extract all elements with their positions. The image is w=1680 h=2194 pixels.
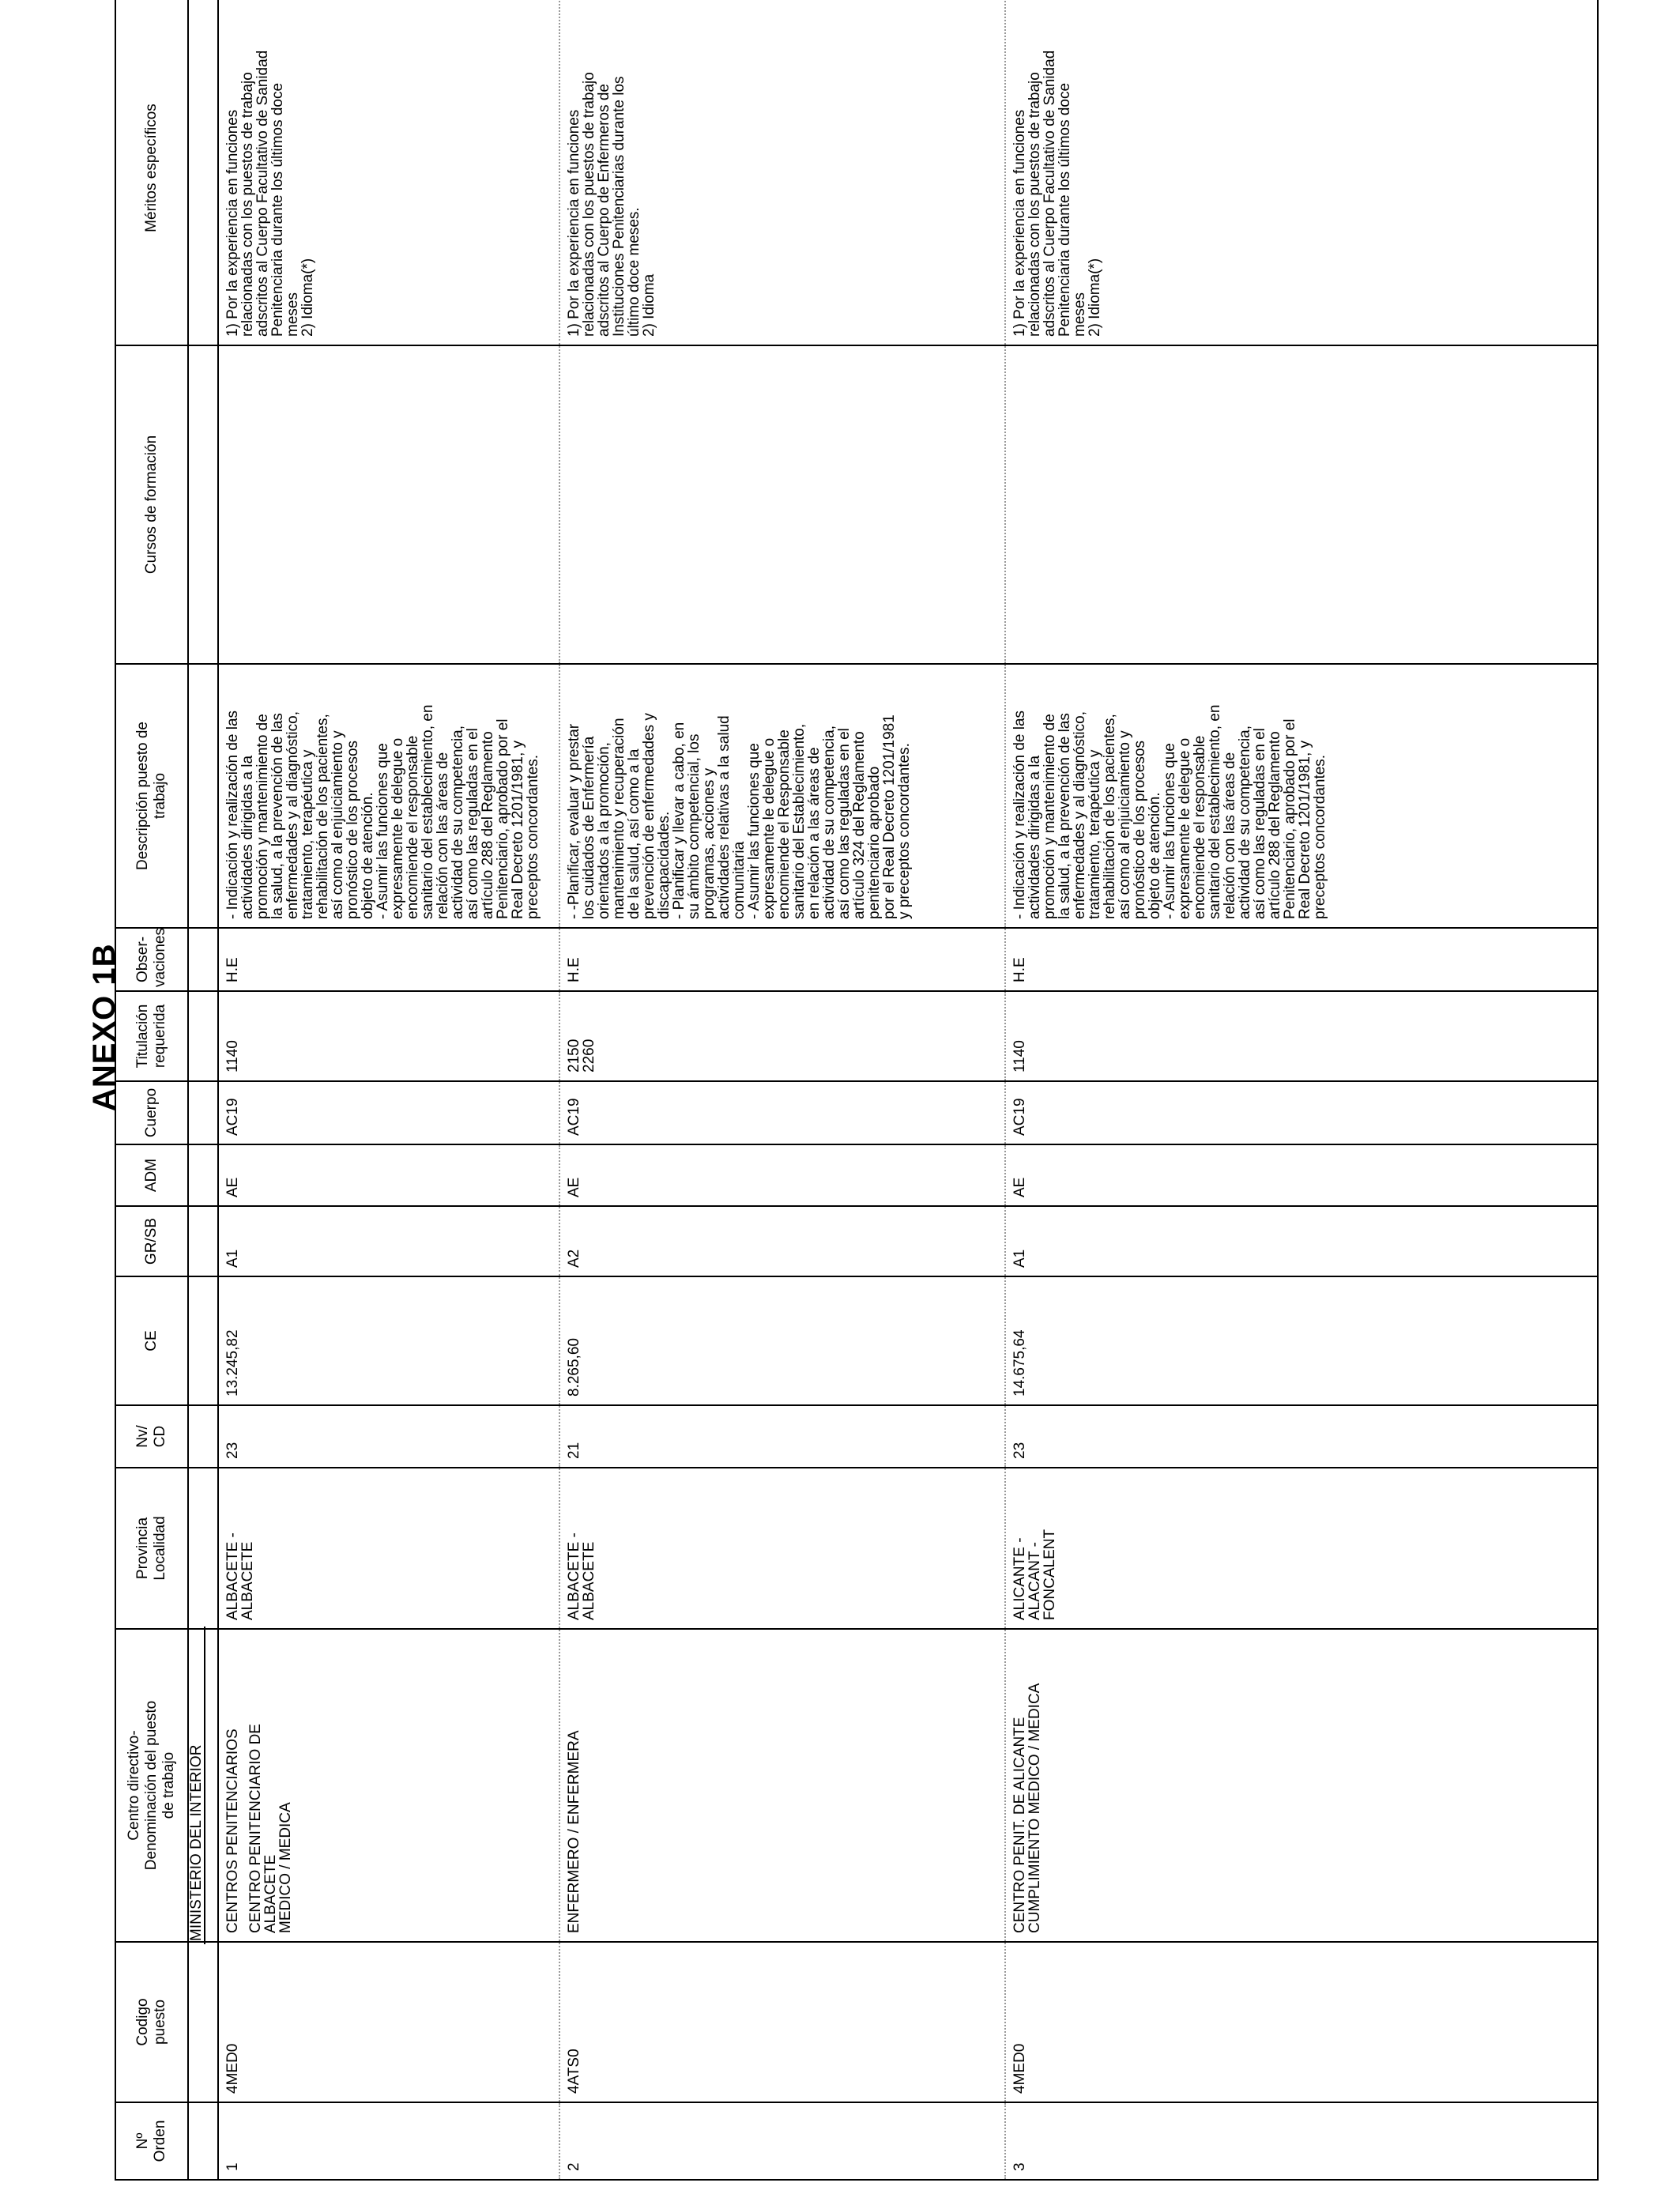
ce-cell: 14.675,64 [1005, 1276, 1598, 1405]
orden-cell: 2 [559, 2102, 1005, 2180]
denominacion: MEDICO / MEDICA [277, 1802, 294, 1933]
ce-cell: 13.245,82 [218, 1276, 559, 1405]
ministry-label: MINISTERIO DEL INTERIOR [189, 1627, 205, 1944]
descripcion-cell: - Indicación y realización de las actividades dirigidas a la promoción y mantenimiento de la salud, a la prevención de las enfermedades y al diagnóstico, tratamiento, terapéutica y rehabilitación de los pacientes, así como al enjuiciamiento y pronóstico de los procesos objeto de atención. - Asumir las funciones que expresamente le delegue o encomiende el responsable sanitario del establecimiento, en relación con las áreas de actividad de su competencia, así como las reguladas en el artículo 288 del Reglamento Penitenciario, aprobado por el Real Decreto 1201/1981, y preceptos concordantes. [1005, 664, 1598, 928]
header-adm: ADM [115, 1144, 188, 1206]
cuerpo-cell: AC19 [559, 1081, 1005, 1144]
titulacion-cell: 2150 2260 [559, 991, 1005, 1081]
header-nivel: Nv/ CD [115, 1405, 188, 1468]
cuerpo-cell: AC19 [1005, 1081, 1598, 1144]
cuerpo-cell: AC19 [218, 1081, 559, 1144]
observaciones-cell: H.E [1005, 928, 1598, 991]
blank-row [188, 0, 218, 2180]
page-title: ANEXO 1B [87, 943, 122, 1111]
provincia-cell: ALBACETE - ALBACETE [218, 1468, 559, 1629]
header-cuerpo: Cuerpo [115, 1081, 188, 1144]
header-ce: CE [115, 1276, 188, 1405]
titulacion-cell: 1140 [218, 991, 559, 1081]
centro-cell [1005, 1629, 1598, 1942]
header-observaciones: Obser- vaciones [115, 928, 188, 991]
descripcion-cell: - -Planificar, evaluar y prestar los cuidados de Enfermería orientados a la promoción, mantenimiento y recuperación de la salud, así como a la prevención de enfermedades y discapacidades. - Planificar y llevar a cabo, en su ámbito competencial, los programas, acciones y actividades relativas a la salud comunitaria - Asumir las funciones que expresamente le delegue o encomiende el Responsable sanitario del Establecimiento, en relación a las áreas de actividad de su competencia, así como las reguladas en el artículo 324 del Reglamento penitenciario aprobado por el Real Decreto 1201/1981 y preceptos concordantes. [559, 664, 1005, 928]
vacancy-table-wrapper [115, 6, 1608, 2181]
orden-cell: 1 [218, 2102, 559, 2180]
centers-label: CENTROS PENITENCIARIOS [224, 1728, 241, 1933]
header-cursos: Cursos de formación [115, 345, 188, 664]
descripcion-cell: - Indicación y realización de las actividades dirigidas a la promoción y mantenimiento de la salud, a la prevención de las enfermedades y al diagnóstico, tratamiento, terapéutica y rehabilitación de los pacientes, así como al enjuiciamiento y pronóstico de los procesos objeto de atención. - Asumir las funciones que expresamente le delegue o encomiende el responsable sanitario del establecimiento, en relación con las áreas de actividad de su competencia, así como las reguladas en el artículo 288 del Reglamento Penitenciario, aprobado por el Real Decreto 1201/1981, y preceptos concordantes. [218, 664, 559, 928]
header-centro: Centro directivo- Denominación del puesto de trabajo [115, 1629, 188, 1942]
grsb-cell: A2 [559, 1206, 1005, 1276]
meritos-cell: 1) Por la experiencia en funciones relacionadas con los puestos de trabajo adscritos al Cuerpo Facultativo de Sanidad Penitenciaria durante los últimos doce meses 2) Idioma(*) [1005, 0, 1598, 345]
table-row [1005, 0, 1598, 2180]
provincia-cell: ALBACETE - ALBACETE [559, 1468, 1005, 1629]
adm-cell: AE [559, 1144, 1005, 1206]
vacancy-table [115, 0, 1599, 2181]
meritos-cell: 1) Por la experiencia en funciones relacionadas con los puestos de trabajo adscritos al Cuerpo de Enfermeros de Instituciones Penitenciarias durante los último doce meses. 2) Idioma [559, 0, 1005, 345]
nivel-cell: 23 [218, 1405, 559, 1468]
provincia-cell: ALICANTE - ALACANT - FONCALENT [1005, 1468, 1598, 1629]
titulacion-cell: 1140 [1005, 991, 1598, 1081]
table-row [218, 0, 559, 2180]
denominacion: MEDICO / MEDICA [1026, 1683, 1043, 1815]
denominacion: ENFERMERO / ENFERMERA [566, 1730, 582, 1933]
cursos-cell [1005, 345, 1598, 664]
cursos-cell [218, 345, 559, 664]
grsb-cell: A1 [1005, 1206, 1598, 1276]
header-grsb: GR/SB [115, 1206, 188, 1276]
header-titulacion: Titulación requerida [115, 991, 188, 1081]
table-row [559, 0, 1005, 2180]
center-name: CENTRO PENIT. DE ALICANTE CUMPLIMIENTO [1011, 1717, 1043, 1933]
header-meritos: Méritos específicos [115, 0, 188, 345]
ce-cell: 8.265,60 [559, 1276, 1005, 1405]
centro-cell [559, 1629, 1005, 1942]
centro-cell [218, 1629, 559, 1942]
cursos-cell [559, 345, 1005, 664]
codigo-cell: 4ATS0 [559, 1942, 1005, 2102]
header-row [115, 0, 188, 2180]
orden-cell: 3 [1005, 2102, 1598, 2180]
observaciones-cell: H.E [218, 928, 559, 991]
adm-cell: AE [218, 1144, 559, 1206]
codigo-cell: 4MED0 [1005, 1942, 1598, 2102]
ministry-cell [188, 1629, 218, 1942]
adm-cell: AE [1005, 1144, 1598, 1206]
header-provincia: Provincia Localidad [115, 1468, 188, 1629]
observaciones-cell: H.E [559, 928, 1005, 991]
header-orden: Nº Orden [115, 2102, 188, 2180]
grsb-cell: A1 [218, 1206, 559, 1276]
meritos-cell: 1) Por la experiencia en funciones relacionadas con los puestos de trabajo adscritos al Cuerpo Facultativo de Sanidad Penitenciaria durante los últimos doce meses 2) Idioma(*) [218, 0, 559, 345]
codigo-cell: 4MED0 [218, 1942, 559, 2102]
nivel-cell: 21 [559, 1405, 1005, 1468]
header-descripcion: Descripción puesto de trabajo [115, 664, 188, 928]
nivel-cell: 23 [1005, 1405, 1598, 1468]
center-name: CENTRO PENITENCIARIO DE ALBACETE [247, 1724, 279, 1933]
header-codigo: Codigo puesto [115, 1942, 188, 2102]
